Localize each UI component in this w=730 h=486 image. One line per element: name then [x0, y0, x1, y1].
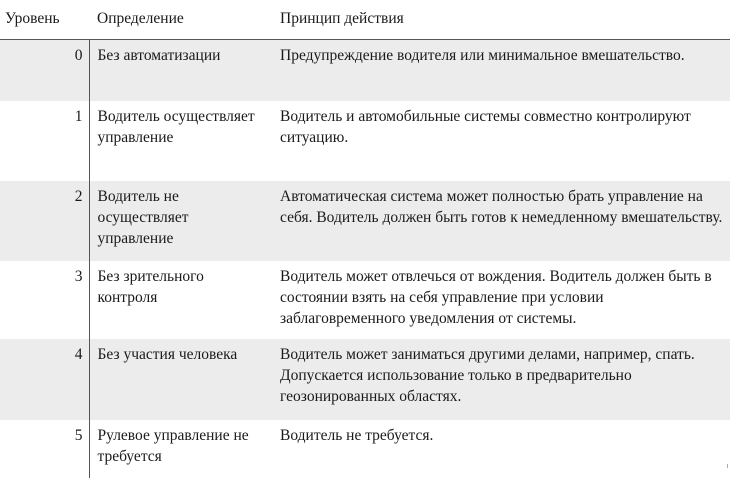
principle-cell: Водитель и автомобильные системы совместно контролируют ситуацию.: [280, 108, 691, 146]
table-row: [0, 420, 730, 478]
definition-cell: Без автоматизации: [89, 39, 272, 101]
level-cell: 3: [0, 261, 89, 339]
header-principle: Принцип действия: [280, 10, 404, 27]
table-row: [0, 181, 730, 261]
principle-cell: Водитель не требуется.: [280, 427, 434, 444]
definition-cell: Без зрительного контроля: [97, 268, 204, 306]
table-row: [0, 39, 730, 101]
level-cell: 2: [0, 181, 89, 261]
header-row: [0, 0, 730, 39]
definition-cell: Рулевое управление не требуется: [97, 427, 249, 465]
definition-cell: Водитель осуществляет управление: [97, 108, 255, 146]
level-cell: 5: [0, 420, 89, 478]
level-cell: 0: [0, 39, 89, 101]
principle-cell: Автоматическая система может полностью брать управление на себя. Водитель должен быть готов к немедленному вмешательству.: [272, 181, 730, 261]
principle-cell: Предупреждение водителя или минимальное вмешательство.: [272, 39, 730, 101]
definition-cell: Водитель не осуществляет управление: [89, 181, 272, 261]
level-cell: 4: [0, 339, 89, 420]
header-level: Уровень: [5, 10, 60, 27]
table-row: [0, 261, 730, 339]
page-edge-mark: [727, 464, 728, 468]
table-row: [0, 101, 730, 181]
header-definition: Определение: [97, 10, 184, 27]
principle-cell: Водитель может заниматься другими делами, например, спать. Допускается использование только в предварительно геозонированных областях.: [272, 339, 730, 420]
principle-cell: Водитель может отвлечься от вождения. Водитель должен быть в состоянии взять на себя управление при условии заблаговременного уведомления от системы.: [280, 268, 712, 327]
level-cell: 1: [0, 101, 89, 181]
table-row: [0, 339, 730, 420]
definition-cell: Без участия человека: [89, 339, 272, 420]
